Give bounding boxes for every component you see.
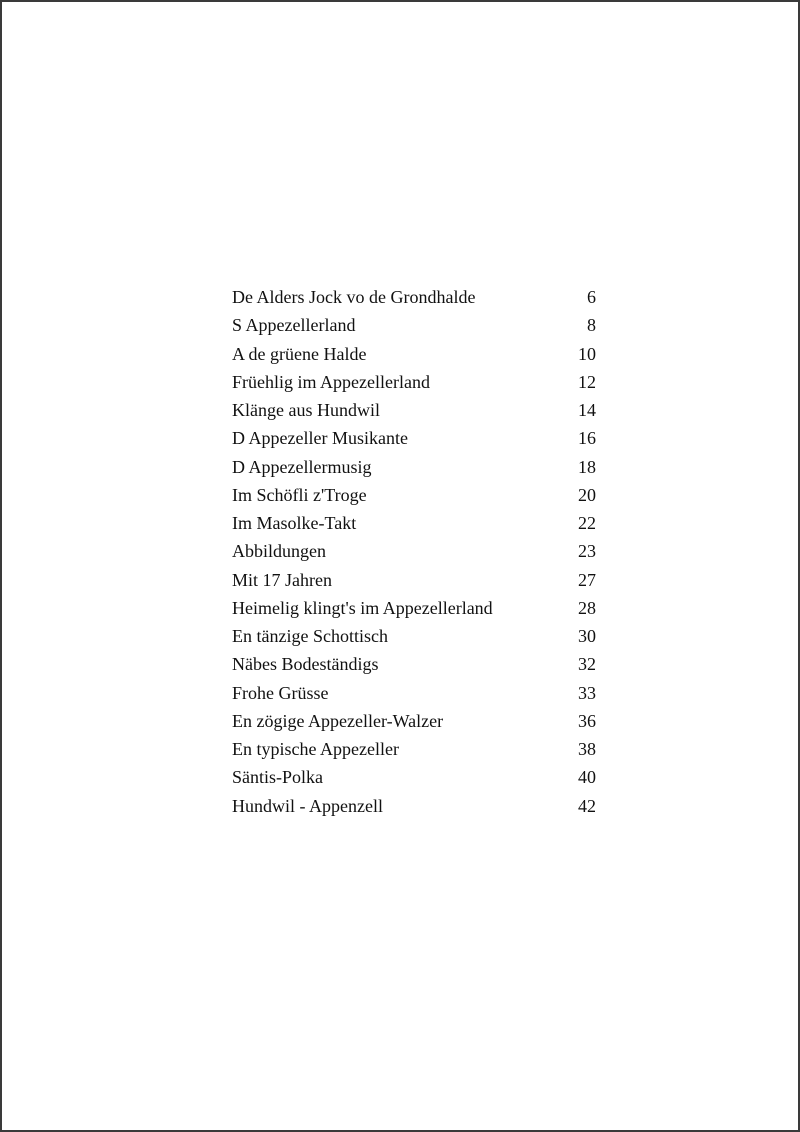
toc-entry-title: D Appezeller Musikante	[232, 428, 408, 449]
toc-entry-title: A de grüene Halde	[232, 343, 367, 364]
toc-entry-page: 32	[578, 654, 596, 675]
toc-entry-title: Heimelig klingt's im Appezellerland	[232, 597, 493, 618]
toc-entry-page: 10	[578, 343, 596, 364]
toc-entry-page: 36	[578, 710, 596, 731]
toc-entry-page: 27	[578, 569, 596, 590]
toc-entry-title: Mit 17 Jahren	[232, 569, 332, 590]
toc-entry-title: Frohe Grüsse	[232, 682, 329, 703]
toc-entry	[232, 622, 596, 650]
toc-entry-title: Abbildungen	[232, 541, 326, 562]
toc-entry-title: S Appezellerland	[232, 315, 356, 336]
toc-entry	[232, 283, 596, 311]
toc-entry-title: Hundwil - Appenzell	[232, 795, 383, 816]
toc-entry	[232, 368, 596, 396]
toc-entry	[232, 340, 596, 368]
toc-entry-page: 28	[578, 597, 596, 618]
toc-entry-page: 6	[587, 287, 596, 307]
toc-entry	[232, 396, 596, 424]
toc-entry-title: Früehlig im Appezellerland	[232, 371, 430, 392]
toc-entry	[232, 707, 596, 735]
toc-entry	[232, 735, 596, 763]
toc-entry-title: En tänzige Schottisch	[232, 626, 388, 646]
toc-entry-page: 20	[578, 484, 596, 505]
toc-entry-title: Im Schöfli z'Troge	[232, 484, 367, 505]
toc-entry	[232, 650, 596, 678]
toc-entry-title: De Alders Jock vo de Grondhalde	[232, 287, 476, 307]
toc-entry	[232, 424, 596, 452]
toc-entry-page: 14	[578, 400, 596, 420]
toc-entry	[232, 566, 596, 594]
toc-entry-title: Näbes Bodeständigs	[232, 654, 379, 675]
toc-entry-title: En typische Appezeller	[232, 739, 399, 759]
toc-entry	[232, 679, 596, 707]
toc-entry-page: 40	[578, 767, 596, 788]
toc-entry	[232, 311, 596, 339]
toc-entry-page: 8	[587, 315, 596, 336]
toc-entry	[232, 594, 596, 622]
toc-entry	[232, 792, 596, 820]
toc-entry-page: 16	[578, 428, 596, 449]
toc-entry	[232, 509, 596, 537]
toc-entry-page: 42	[578, 795, 596, 816]
toc-entry-title: Klänge aus Hundwil	[232, 400, 380, 420]
toc-entry-page: 23	[578, 541, 596, 562]
toc-entry	[232, 481, 596, 509]
toc-entry-title: Säntis-Polka	[232, 767, 324, 788]
toc-entry-page: 33	[578, 682, 596, 703]
toc-entry	[232, 453, 596, 481]
toc-entry-title: D Appezellermusig	[232, 456, 372, 477]
toc-entry	[232, 537, 596, 565]
toc-entry-page: 22	[578, 513, 596, 533]
toc-entry-title: En zögige Appezeller-Walzer	[232, 710, 444, 731]
toc-entry-page: 38	[578, 739, 596, 759]
toc-entry-page: 18	[578, 456, 596, 477]
toc-entry-page: 12	[578, 371, 596, 392]
toc-entry-page: 30	[578, 626, 596, 646]
toc-entry-title: Im Masolke-Takt	[232, 513, 357, 533]
toc-entry	[232, 763, 596, 791]
table-of-contents	[232, 283, 596, 820]
